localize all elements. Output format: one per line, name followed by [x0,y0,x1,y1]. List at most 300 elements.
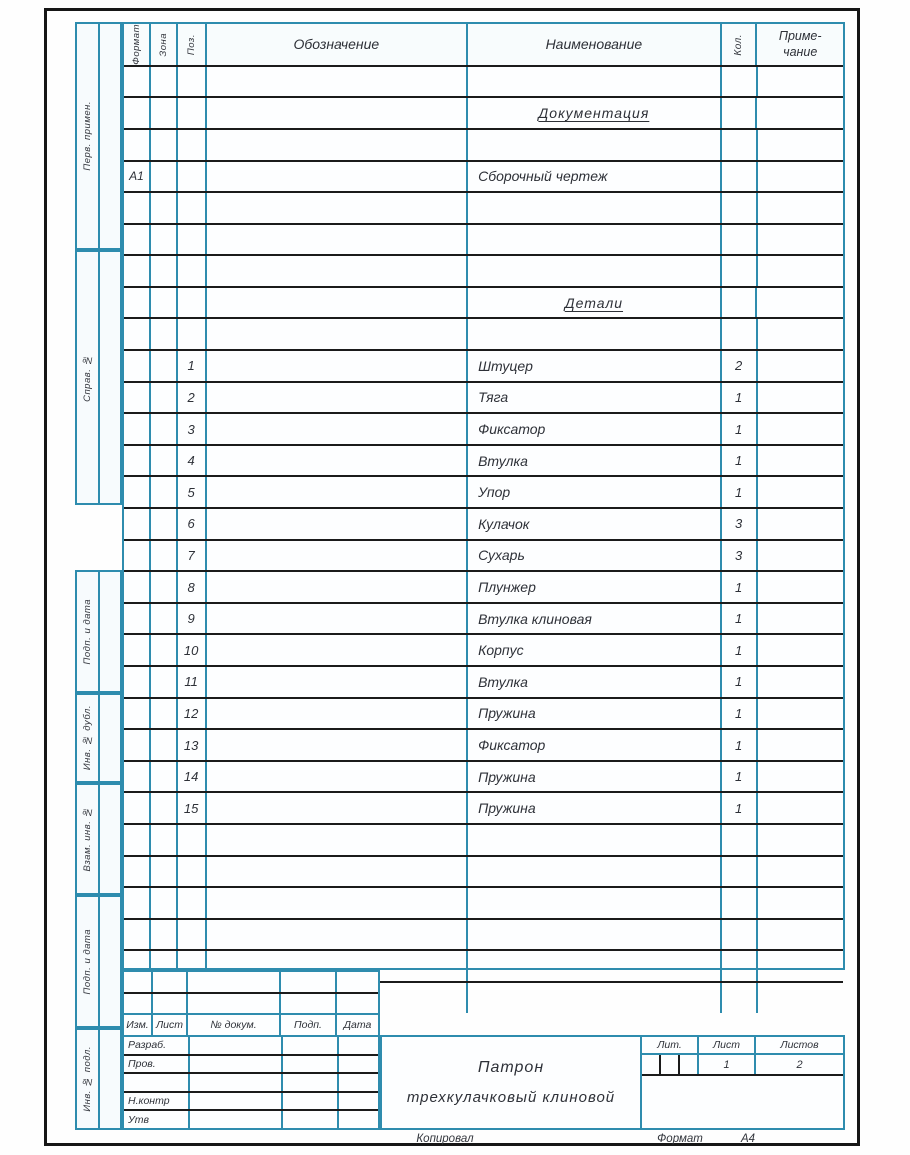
format-cell [124,446,151,476]
position-cell: 6 [178,509,207,539]
stamp-box-label-cell [77,24,100,248]
format-cell [124,888,151,918]
position-cell: 12 [178,699,207,729]
sheets-value-cell [756,1055,843,1074]
zone-header-label: Зона [157,32,169,57]
name-cell [468,130,722,160]
format-cell [124,414,151,444]
format-label: Формат [657,1133,703,1145]
qty-cell [722,825,758,855]
note-cell [758,730,844,760]
stamp-box [75,570,122,693]
signature-role-cell: Н.контр [124,1093,190,1110]
position-cell: 9 [178,604,207,634]
stamp-box-blank-cell [100,897,121,1026]
name-cell: Пружина [468,762,722,792]
header-pos [178,24,207,65]
sheets-label: Листов [780,1039,819,1051]
zone-cell [151,477,178,507]
note-cell [758,414,844,444]
signature-role-cell: Утв [124,1111,190,1128]
signature-role-cell [124,1074,190,1091]
note-cell [758,67,844,97]
designation-cell [207,572,469,602]
format-cell [124,98,151,128]
signature-date-cell [339,1037,378,1054]
position-cell [178,825,207,855]
format-cell [124,730,151,760]
sheet-value: 1 [723,1058,730,1071]
zone-cell [151,888,178,918]
zone-cell [151,98,178,128]
header-format [124,24,151,65]
zone-cell [151,667,178,697]
title-block [380,1035,845,1130]
zone-cell [151,857,178,887]
zone-cell [151,541,178,571]
designation-cell [207,383,469,413]
format-cell [124,477,151,507]
qty-cell [722,130,758,160]
designation-cell [207,920,469,950]
revision-empty-row [124,994,378,1014]
qty-cell: 1 [722,762,758,792]
format-cell [124,541,151,571]
zone-cell [151,414,178,444]
note-cell [758,635,844,665]
signature-podp-cell [283,1093,339,1110]
spec-row [124,635,843,667]
zone-cell [151,67,178,97]
note-cell [757,98,843,128]
qty-cell: 1 [722,793,758,823]
designation-cell [207,825,469,855]
name-cell: Фиксатор [468,414,722,444]
name-cell: Корпус [468,635,722,665]
stamp-box-label-cell [77,785,100,893]
spec-section-row [124,288,843,320]
copied-label: Копировал [416,1133,474,1145]
sheet-label: Лист [712,1039,741,1051]
stamp-box-label: Подп. и дата [81,598,93,665]
note-cell [758,319,844,349]
format-cell [124,288,151,318]
name-cell: Сборочный чертеж [468,162,722,192]
spec-row [124,162,843,194]
format-cell [124,256,151,286]
position-cell: 2 [178,383,207,413]
header-zone [151,24,178,65]
position-cell [178,920,207,950]
designation-cell [207,351,469,381]
position-cell [178,857,207,887]
designation-cell [207,793,469,823]
zone-cell [151,604,178,634]
format-cell [124,193,151,223]
format-cell [124,67,151,97]
zone-cell [151,920,178,950]
document-title-line1: Патрон [477,1059,545,1076]
stamp-box-blank-cell [100,24,121,248]
organization-cell [642,1076,843,1128]
position-cell: 8 [178,572,207,602]
qty-cell [722,951,758,981]
designation-cell [207,225,469,255]
position-cell [178,98,207,128]
qty-cell: 1 [722,383,758,413]
note-header-line1: Приме- [778,29,822,44]
note-cell [758,351,844,381]
lit-subcell [661,1055,680,1074]
lit-value-cell [642,1055,699,1074]
spec-row [124,319,843,351]
format-cell [124,383,151,413]
name-cell: Фиксатор [468,730,722,760]
lit-subcell [680,1055,697,1074]
position-cell: 10 [178,635,207,665]
format-cell [124,509,151,539]
note-cell [758,920,844,950]
qty-cell [722,67,758,97]
revision-cell [188,994,281,1014]
signature-name-cell [190,1093,283,1110]
qty-cell [722,888,758,918]
designation-cell [207,162,469,192]
position-cell [178,130,207,160]
spec-row [124,699,843,731]
stamp-box [75,693,122,783]
zone-cell [151,793,178,823]
stamp-box-label-cell [77,1030,100,1128]
document-title-cell [382,1037,642,1128]
note-cell [758,604,844,634]
note-cell [758,699,844,729]
zone-cell [151,130,178,160]
spec-row [124,762,843,794]
position-cell: 4 [178,446,207,476]
sheet-header [699,1037,756,1053]
position-cell: 11 [178,667,207,697]
spec-row [124,888,843,920]
name-cell: Втулка [468,667,722,697]
signature-name-cell [190,1056,283,1073]
designation-cell [207,857,469,887]
note-cell [758,762,844,792]
name-cell [468,888,722,918]
signature-name-cell [190,1111,283,1128]
designation-cell [207,193,469,223]
note-cell [758,541,844,571]
designation-cell [207,762,469,792]
name-cell: Тяга [468,383,722,413]
signature-row [124,1111,378,1128]
spec-table-header [124,24,843,67]
spec-section-row [124,98,843,130]
name-cell: Плунжер [468,572,722,602]
qty-cell: 3 [722,541,758,571]
format-cell [124,319,151,349]
qty-cell [722,288,758,318]
zone-cell [151,699,178,729]
revision-cell [124,972,153,992]
stamp-box-label-cell [77,252,100,503]
name-cell: Пружина [468,793,722,823]
lit-subcell [642,1055,661,1074]
zone-cell [151,509,178,539]
spec-row [124,509,843,541]
note-cell [757,288,843,318]
signature-row [124,1093,378,1112]
stamp-box-blank-cell [100,572,121,691]
spec-row [124,920,843,952]
designation-cell [207,699,469,729]
designation-cell [207,635,469,665]
qty-cell [722,256,758,286]
designation-cell [207,98,469,128]
sheets-value: 2 [796,1058,803,1071]
stamp-box [75,895,122,1028]
note-cell [758,446,844,476]
revision-cell [188,972,281,992]
signature-date-cell [339,1111,378,1128]
spec-row [124,604,843,636]
signature-date-cell [339,1074,378,1091]
qty-cell [722,162,758,192]
signature-row [124,1037,378,1056]
name-cell: Кулачок [468,509,722,539]
spec-row [124,793,843,825]
note-cell [758,793,844,823]
signature-name-cell [190,1074,283,1091]
position-cell [178,256,207,286]
qty-header-label: Кол. [733,33,745,56]
header-name [468,24,722,65]
zone-cell [151,162,178,192]
lit-header [642,1037,699,1053]
signature-block [122,1035,380,1130]
note-cell [758,509,844,539]
zone-cell [151,351,178,381]
spec-row [124,730,843,762]
position-cell [178,67,207,97]
name-cell: Втулка клиновая [468,604,722,634]
stamp-box-blank-cell [100,1030,121,1128]
designation-header-label: Обозначение [293,36,380,53]
zone-cell [151,256,178,286]
stamp-box [75,1028,122,1130]
position-cell [178,888,207,918]
note-cell [758,572,844,602]
spec-row [124,446,843,478]
signature-podp-cell [283,1111,339,1128]
format-cell [124,825,151,855]
qty-cell: 1 [722,414,758,444]
format-cell [124,572,151,602]
qty-cell [722,857,758,887]
position-cell [178,319,207,349]
signature-name-cell [190,1037,283,1054]
format-cell [124,667,151,697]
note-cell [758,256,844,286]
designation-cell [207,414,469,444]
spec-row [124,225,843,257]
zone-cell [151,762,178,792]
name-cell [468,920,722,950]
name-cell: Детали [468,288,722,318]
spec-row [124,351,843,383]
designation-cell [207,288,469,318]
stamp-box [75,783,122,895]
designation-cell [207,604,469,634]
note-cell [758,383,844,413]
name-cell [468,825,722,855]
stamp-box-label: Справ. № [81,353,93,402]
format-cell [124,699,151,729]
position-cell: 3 [178,414,207,444]
qty-cell: 1 [722,699,758,729]
stamp-box-blank-cell [100,785,121,893]
qty-cell: 1 [722,572,758,602]
format-cell [124,857,151,887]
signature-row [124,1074,378,1093]
stamp-box-blank-cell [100,695,121,781]
signature-date-cell [339,1056,378,1073]
spec-row [124,414,843,446]
revision-cell [124,994,153,1014]
position-cell: 7 [178,541,207,571]
name-cell: Пружина [468,699,722,729]
note-cell [758,825,844,855]
spec-table-body [124,67,843,1013]
spec-row [124,572,843,604]
signature-role-cell: Пров. [124,1056,190,1073]
revision-cell [337,972,378,992]
qty-cell: 1 [722,635,758,665]
zone-cell [151,193,178,223]
qty-cell [722,225,758,255]
qty-cell: 2 [722,351,758,381]
stamp-box [75,22,122,250]
zone-cell [151,319,178,349]
note-cell [758,130,844,160]
position-cell: 1 [178,351,207,381]
name-cell: Документация [468,98,722,128]
zone-cell [151,825,178,855]
spec-row [124,383,843,415]
spec-row [124,825,843,857]
qty-cell: 1 [722,730,758,760]
format-cell [124,351,151,381]
note-cell [758,225,844,255]
designation-cell [207,667,469,697]
name-cell [468,225,722,255]
position-cell: 5 [178,477,207,507]
zone-cell [151,635,178,665]
name-cell [468,951,722,981]
designation-cell [207,509,469,539]
designation-cell [207,130,469,160]
name-cell [468,319,722,349]
qty-cell: 1 [722,477,758,507]
qty-cell: 1 [722,604,758,634]
format-cell: А1 [124,162,151,192]
spec-row [124,477,843,509]
spec-row [124,256,843,288]
format-cell [124,225,151,255]
revision-cell [153,994,188,1014]
pos-header-label: Поз. [185,33,197,55]
lit-label: Лит. [657,1039,682,1051]
zone-cell [151,572,178,602]
format-cell [124,920,151,950]
spec-table [122,22,845,970]
name-cell: Сухарь [468,541,722,571]
position-cell: 14 [178,762,207,792]
signature-row [124,1056,378,1075]
qty-cell [722,98,758,128]
note-cell [758,162,844,192]
note-cell [758,951,844,981]
stamp-box-label: Инв. № подл. [81,1046,93,1112]
name-cell [468,256,722,286]
stamp-box [75,250,122,505]
note-header-line2: чание [783,45,818,60]
note-cell [758,667,844,697]
spec-row [124,130,843,162]
position-cell [178,162,207,192]
document-title-line2: трехкулачковый клиновой [406,1089,616,1106]
revision-header-row [122,1013,380,1037]
stamp-box-blank-cell [100,252,121,503]
format-cell [124,635,151,665]
position-cell [178,193,207,223]
spec-row [124,193,843,225]
header-note [757,24,843,65]
designation-cell [207,541,469,571]
designation-cell [207,477,469,507]
revision-header-data: Дата [343,1019,372,1031]
revision-cell [281,972,337,992]
header-qty [722,24,758,65]
format-cell [124,762,151,792]
zone-cell [151,225,178,255]
format-cell [124,130,151,160]
signature-role-cell: Разраб. [124,1037,190,1054]
spec-row [124,857,843,889]
stamp-box-label: Взам. инв. № [81,806,93,872]
revision-header-podp: Подп. [281,1015,337,1035]
zone-cell [151,446,178,476]
sheet-value-cell [699,1055,756,1074]
revision-cell [281,994,337,1014]
designation-cell [207,256,469,286]
name-cell [468,193,722,223]
name-cell [468,983,722,1013]
qty-cell: 3 [722,509,758,539]
qty-cell [722,983,758,1013]
position-cell: 15 [178,793,207,823]
qty-cell [722,193,758,223]
note-cell [758,857,844,887]
revision-header-izm: Изм. [124,1015,153,1035]
signature-date-cell [339,1093,378,1110]
sheets-header [756,1037,843,1053]
qty-cell: 1 [722,667,758,697]
spec-row [124,67,843,99]
stamp-box-label-cell [77,695,100,781]
revision-cell [153,972,188,992]
format-value: А4 [740,1133,756,1145]
